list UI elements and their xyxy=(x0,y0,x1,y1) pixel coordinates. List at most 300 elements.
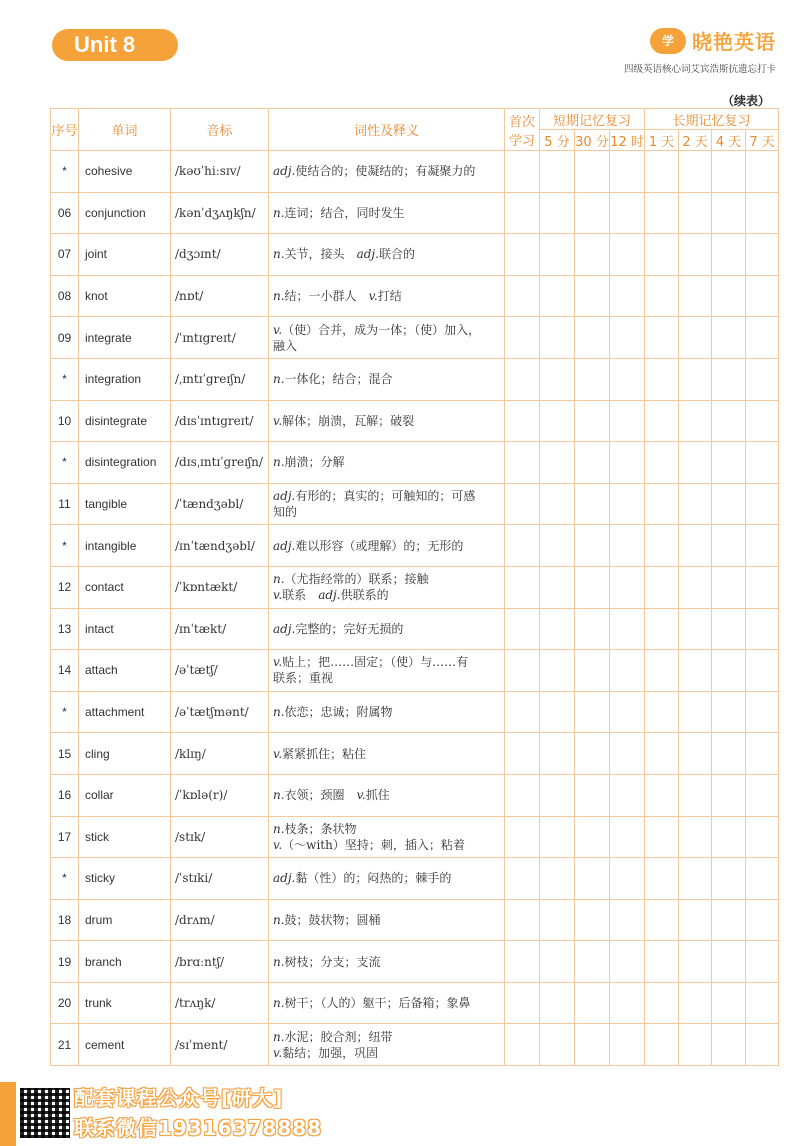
review-checkbox-cell[interactable] xyxy=(746,317,779,359)
review-checkbox-cell[interactable] xyxy=(679,566,712,608)
part-of-speech: v. xyxy=(273,746,283,761)
review-checkbox-cell[interactable] xyxy=(575,982,610,1024)
review-checkbox-cell[interactable] xyxy=(712,275,746,317)
review-checkbox-cell[interactable] xyxy=(712,317,746,359)
review-checkbox-cell[interactable] xyxy=(712,774,746,816)
review-checkbox-cell[interactable] xyxy=(575,650,610,692)
review-checkbox-cell[interactable] xyxy=(505,483,540,525)
definition-line xyxy=(273,1029,504,1045)
definition-line xyxy=(273,371,504,387)
review-checkbox-cell[interactable] xyxy=(575,442,610,484)
review-checkbox-cell[interactable] xyxy=(610,941,645,983)
review-checkbox-cell[interactable] xyxy=(645,941,679,983)
row-number: 20 xyxy=(51,982,79,1024)
part-of-speech: n. xyxy=(273,912,285,927)
review-checkbox-cell[interactable] xyxy=(540,400,575,442)
review-checkbox-cell[interactable] xyxy=(712,899,746,941)
review-checkbox-cell[interactable] xyxy=(746,733,779,775)
review-checkbox-cell[interactable] xyxy=(505,400,540,442)
review-checkbox-cell[interactable] xyxy=(712,608,746,650)
word-cell: attach xyxy=(79,650,171,692)
review-checkbox-cell[interactable] xyxy=(712,525,746,567)
review-checkbox-cell[interactable] xyxy=(505,566,540,608)
definition-line xyxy=(273,870,504,886)
table-row xyxy=(51,358,779,400)
review-checkbox-cell[interactable] xyxy=(575,941,610,983)
review-checkbox-cell[interactable] xyxy=(610,317,645,359)
review-checkbox-cell[interactable] xyxy=(712,858,746,900)
definition-line xyxy=(273,1045,504,1061)
review-checkbox-cell[interactable] xyxy=(575,192,610,234)
review-checkbox-cell[interactable] xyxy=(575,858,610,900)
review-checkbox-cell[interactable] xyxy=(610,816,645,858)
meaning-text: 联系 xyxy=(282,588,319,603)
header-4day: 4 天 xyxy=(712,130,746,151)
review-checkbox-cell[interactable] xyxy=(505,275,540,317)
review-checkbox-cell[interactable] xyxy=(746,192,779,234)
part-of-speech: v. xyxy=(273,1045,283,1060)
part-of-speech: n. xyxy=(273,572,285,587)
review-checkbox-cell[interactable] xyxy=(575,733,610,775)
review-checkbox-cell[interactable] xyxy=(540,1024,575,1066)
review-checkbox-cell[interactable] xyxy=(505,525,540,567)
review-checkbox-cell[interactable] xyxy=(679,733,712,775)
review-checkbox-cell[interactable] xyxy=(610,234,645,276)
review-checkbox-cell[interactable] xyxy=(645,234,679,276)
review-checkbox-cell[interactable] xyxy=(645,442,679,484)
row-number: 18 xyxy=(51,899,79,941)
review-checkbox-cell[interactable] xyxy=(505,442,540,484)
review-checkbox-cell[interactable] xyxy=(575,483,610,525)
review-checkbox-cell[interactable] xyxy=(746,774,779,816)
review-checkbox-cell[interactable] xyxy=(575,525,610,567)
review-checkbox-cell[interactable] xyxy=(679,234,712,276)
review-checkbox-cell[interactable] xyxy=(645,650,679,692)
row-number: 17 xyxy=(51,816,79,858)
meaning-text: 完整的；完好无损的 xyxy=(295,621,404,636)
review-checkbox-cell[interactable] xyxy=(610,275,645,317)
phonetic-cell: /trʌŋk/ xyxy=(171,982,269,1024)
review-checkbox-cell[interactable] xyxy=(575,899,610,941)
header-7day: 7 天 xyxy=(746,130,779,151)
word-cell: cling xyxy=(79,733,171,775)
review-checkbox-cell[interactable] xyxy=(575,566,610,608)
review-checkbox-cell[interactable] xyxy=(540,525,575,567)
phonetic-cell: /ˈstɪki/ xyxy=(171,858,269,900)
phonetic-cell: /ɪnˈtændʒəbl/ xyxy=(171,525,269,567)
review-checkbox-cell[interactable] xyxy=(645,1024,679,1066)
review-checkbox-cell[interactable] xyxy=(645,483,679,525)
review-checkbox-cell[interactable] xyxy=(645,608,679,650)
meaning-text: 连词；结合，同时发生 xyxy=(284,205,405,220)
meaning-text: 供联系的 xyxy=(340,588,389,603)
review-checkbox-cell[interactable] xyxy=(712,691,746,733)
review-checkbox-cell[interactable] xyxy=(645,317,679,359)
word-cell: tangible xyxy=(79,483,171,525)
review-checkbox-cell[interactable] xyxy=(575,151,610,193)
review-checkbox-cell[interactable] xyxy=(505,1024,540,1066)
review-checkbox-cell[interactable] xyxy=(540,733,575,775)
review-checkbox-cell[interactable] xyxy=(505,816,540,858)
review-checkbox-cell[interactable] xyxy=(505,899,540,941)
table-row xyxy=(51,608,779,650)
review-checkbox-cell[interactable] xyxy=(746,899,779,941)
review-checkbox-cell[interactable] xyxy=(746,691,779,733)
review-checkbox-cell[interactable] xyxy=(746,442,779,484)
phonetic-cell: /ˌɪntɪˈgreɪʃn/ xyxy=(171,358,269,400)
review-checkbox-cell[interactable] xyxy=(746,941,779,983)
review-checkbox-cell[interactable] xyxy=(610,1024,645,1066)
phonetic-cell: /nɒt/ xyxy=(171,275,269,317)
review-checkbox-cell[interactable] xyxy=(679,899,712,941)
review-checkbox-cell[interactable] xyxy=(746,858,779,900)
part-of-speech: adj. xyxy=(273,538,296,553)
review-checkbox-cell[interactable] xyxy=(679,442,712,484)
review-checkbox-cell[interactable] xyxy=(540,941,575,983)
phonetic-cell: /kənˈdʒʌŋkʃn/ xyxy=(171,192,269,234)
phonetic-cell: /ˈɪntɪgreɪt/ xyxy=(171,317,269,359)
row-number: 12 xyxy=(51,566,79,608)
review-checkbox-cell[interactable] xyxy=(679,691,712,733)
review-checkbox-cell[interactable] xyxy=(746,400,779,442)
review-checkbox-cell[interactable] xyxy=(610,400,645,442)
phonetic-cell: /ˈtændʒəbl/ xyxy=(171,483,269,525)
review-checkbox-cell[interactable] xyxy=(505,691,540,733)
review-checkbox-cell[interactable] xyxy=(679,275,712,317)
review-checkbox-cell[interactable] xyxy=(679,941,712,983)
row-number: 21 xyxy=(51,1024,79,1066)
review-checkbox-cell[interactable] xyxy=(575,816,610,858)
row-number: * xyxy=(51,151,79,193)
review-checkbox-cell[interactable] xyxy=(610,691,645,733)
review-checkbox-cell[interactable] xyxy=(610,566,645,608)
part-of-speech: v. xyxy=(273,837,283,852)
part-of-speech: v. xyxy=(273,413,283,428)
review-checkbox-cell[interactable] xyxy=(746,650,779,692)
review-checkbox-cell[interactable] xyxy=(746,275,779,317)
review-checkbox-cell[interactable] xyxy=(575,1024,610,1066)
header-30min: 30 分 xyxy=(575,130,610,151)
review-checkbox-cell[interactable] xyxy=(746,1024,779,1066)
review-checkbox-cell[interactable] xyxy=(712,566,746,608)
review-checkbox-cell[interactable] xyxy=(679,774,712,816)
definition-cell xyxy=(269,691,505,733)
table-row xyxy=(51,317,779,359)
part-of-speech: v. xyxy=(273,655,283,670)
review-checkbox-cell[interactable] xyxy=(540,275,575,317)
word-cell: integration xyxy=(79,358,171,400)
review-checkbox-cell[interactable] xyxy=(610,650,645,692)
row-number: 11 xyxy=(51,483,79,525)
definition-cell xyxy=(269,400,505,442)
meaning-text: 联系；重视 xyxy=(273,671,334,686)
review-checkbox-cell[interactable] xyxy=(540,442,575,484)
review-checkbox-cell[interactable] xyxy=(645,192,679,234)
review-checkbox-cell[interactable] xyxy=(575,317,610,359)
word-cell: joint xyxy=(79,234,171,276)
part-of-speech: adj. xyxy=(273,621,296,636)
review-checkbox-cell[interactable] xyxy=(540,151,575,193)
review-checkbox-cell[interactable] xyxy=(645,525,679,567)
review-checkbox-cell[interactable] xyxy=(540,358,575,400)
review-checkbox-cell[interactable] xyxy=(610,151,645,193)
part-of-speech: n. xyxy=(273,788,285,803)
review-checkbox-cell[interactable] xyxy=(575,608,610,650)
review-checkbox-cell[interactable] xyxy=(610,192,645,234)
review-checkbox-cell[interactable] xyxy=(540,816,575,858)
part-of-speech: n. xyxy=(273,247,285,262)
meaning-text: 依恋；忠诚；附属物 xyxy=(284,705,393,720)
review-checkbox-cell[interactable] xyxy=(540,691,575,733)
review-checkbox-cell[interactable] xyxy=(645,899,679,941)
part-of-speech: n. xyxy=(273,954,285,969)
review-checkbox-cell[interactable] xyxy=(679,608,712,650)
review-checkbox-cell[interactable] xyxy=(540,483,575,525)
phonetic-cell: /drʌm/ xyxy=(171,899,269,941)
meaning-text: 紧紧抓住；粘住 xyxy=(282,746,367,761)
review-checkbox-cell[interactable] xyxy=(712,234,746,276)
word-cell: intangible xyxy=(79,525,171,567)
review-checkbox-cell[interactable] xyxy=(540,650,575,692)
review-checkbox-cell[interactable] xyxy=(645,858,679,900)
review-checkbox-cell[interactable] xyxy=(712,733,746,775)
table-row xyxy=(51,192,779,234)
review-checkbox-cell[interactable] xyxy=(746,234,779,276)
phonetic-cell: /ˈkɒlə(r)/ xyxy=(171,774,269,816)
review-checkbox-cell[interactable] xyxy=(712,192,746,234)
table-row xyxy=(51,151,779,193)
review-checkbox-cell[interactable] xyxy=(540,317,575,359)
word-cell: trunk xyxy=(79,982,171,1024)
part-of-speech: n. xyxy=(273,821,285,836)
review-checkbox-cell[interactable] xyxy=(712,816,746,858)
part-of-speech: n. xyxy=(273,455,285,470)
review-checkbox-cell[interactable] xyxy=(505,650,540,692)
row-number: 15 xyxy=(51,733,79,775)
definition-cell xyxy=(269,1024,505,1066)
review-checkbox-cell[interactable] xyxy=(540,774,575,816)
review-checkbox-cell[interactable] xyxy=(505,982,540,1024)
part-of-speech: n. xyxy=(273,372,285,387)
watermark-line-2: 联系微信19316378888 xyxy=(74,1116,323,1140)
definition-cell xyxy=(269,899,505,941)
part-of-speech: n. xyxy=(273,205,285,220)
review-checkbox-cell[interactable] xyxy=(540,608,575,650)
phonetic-cell: /ɪnˈtækt/ xyxy=(171,608,269,650)
review-checkbox-cell[interactable] xyxy=(645,774,679,816)
review-checkbox-cell[interactable] xyxy=(645,151,679,193)
part-of-speech: n. xyxy=(273,705,285,720)
review-checkbox-cell[interactable] xyxy=(575,774,610,816)
watermark-line-1: 配套课程公众号[研大] xyxy=(74,1086,284,1110)
footer-watermark xyxy=(0,1082,800,1146)
review-checkbox-cell[interactable] xyxy=(575,275,610,317)
review-checkbox-cell[interactable] xyxy=(645,400,679,442)
review-checkbox-cell[interactable] xyxy=(712,941,746,983)
definition-cell xyxy=(269,982,505,1024)
review-checkbox-cell[interactable] xyxy=(575,691,610,733)
table-row xyxy=(51,691,779,733)
review-checkbox-cell[interactable] xyxy=(679,982,712,1024)
review-checkbox-cell[interactable] xyxy=(679,358,712,400)
review-checkbox-cell[interactable] xyxy=(610,525,645,567)
review-checkbox-cell[interactable] xyxy=(610,733,645,775)
review-checkbox-cell[interactable] xyxy=(679,1024,712,1066)
part-of-speech: n. xyxy=(273,289,285,304)
definition-line xyxy=(273,954,504,970)
meaning-text: 树干；（人的）躯干；后备箱；象鼻 xyxy=(284,996,471,1011)
review-checkbox-cell[interactable] xyxy=(610,858,645,900)
review-checkbox-cell[interactable] xyxy=(679,317,712,359)
header-1day: 1 天 xyxy=(645,130,679,151)
part-of-speech: adj. xyxy=(318,588,341,603)
definition-line xyxy=(273,504,504,520)
review-checkbox-cell[interactable] xyxy=(540,234,575,276)
review-checkbox-cell[interactable] xyxy=(505,358,540,400)
review-checkbox-cell[interactable] xyxy=(712,442,746,484)
review-checkbox-cell[interactable] xyxy=(746,525,779,567)
phonetic-cell: /əˈtætʃ/ xyxy=(171,650,269,692)
phonetic-cell: /dɪsˌɪntɪˈgreɪʃn/ xyxy=(171,442,269,484)
review-checkbox-cell[interactable] xyxy=(746,151,779,193)
review-checkbox-cell[interactable] xyxy=(540,858,575,900)
review-checkbox-cell[interactable] xyxy=(712,151,746,193)
review-checkbox-cell[interactable] xyxy=(505,608,540,650)
review-checkbox-cell[interactable] xyxy=(575,400,610,442)
header-2day: 2 天 xyxy=(679,130,712,151)
review-checkbox-cell[interactable] xyxy=(679,151,712,193)
review-checkbox-cell[interactable] xyxy=(505,774,540,816)
review-checkbox-cell[interactable] xyxy=(540,192,575,234)
review-checkbox-cell[interactable] xyxy=(575,234,610,276)
review-checkbox-cell[interactable] xyxy=(610,899,645,941)
review-checkbox-cell[interactable] xyxy=(679,650,712,692)
review-checkbox-cell[interactable] xyxy=(645,691,679,733)
review-checkbox-cell[interactable] xyxy=(610,774,645,816)
meaning-text: 使结合的；使凝结的；有凝聚力的 xyxy=(295,164,476,179)
definition-line xyxy=(273,787,504,803)
header-definition: 词性及释义 xyxy=(269,109,505,151)
review-checkbox-cell[interactable] xyxy=(610,442,645,484)
row-number: * xyxy=(51,442,79,484)
definition-cell xyxy=(269,941,505,983)
meaning-text: 衣领；颈圈 xyxy=(284,788,357,803)
definition-cell xyxy=(269,358,505,400)
definition-cell xyxy=(269,858,505,900)
review-checkbox-cell[interactable] xyxy=(645,566,679,608)
review-checkbox-cell[interactable] xyxy=(746,608,779,650)
definition-line xyxy=(273,322,504,338)
meaning-text: 结；一小群人 xyxy=(284,289,369,304)
review-checkbox-cell[interactable] xyxy=(712,358,746,400)
phonetic-cell: /klɪŋ/ xyxy=(171,733,269,775)
review-checkbox-cell[interactable] xyxy=(575,358,610,400)
table-row xyxy=(51,525,779,567)
review-checkbox-cell[interactable] xyxy=(679,525,712,567)
row-number: 09 xyxy=(51,317,79,359)
table-row xyxy=(51,899,779,941)
review-checkbox-cell[interactable] xyxy=(540,566,575,608)
word-cell: disintegrate xyxy=(79,400,171,442)
definition-cell xyxy=(269,525,505,567)
word-cell: contact xyxy=(79,566,171,608)
table-row xyxy=(51,650,779,692)
word-cell: drum xyxy=(79,899,171,941)
review-checkbox-cell[interactable] xyxy=(746,982,779,1024)
definition-line xyxy=(273,163,504,179)
review-checkbox-cell[interactable] xyxy=(679,192,712,234)
word-cell: disintegration xyxy=(79,442,171,484)
review-checkbox-cell[interactable] xyxy=(645,358,679,400)
review-checkbox-cell[interactable] xyxy=(610,483,645,525)
review-checkbox-cell[interactable] xyxy=(505,151,540,193)
row-number: 06 xyxy=(51,192,79,234)
word-cell: conjunction xyxy=(79,192,171,234)
review-checkbox-cell[interactable] xyxy=(610,358,645,400)
review-checkbox-cell[interactable] xyxy=(679,483,712,525)
header-phonetic: 音标 xyxy=(171,109,269,151)
row-number: 10 xyxy=(51,400,79,442)
review-checkbox-cell[interactable] xyxy=(712,650,746,692)
review-checkbox-cell[interactable] xyxy=(679,858,712,900)
meaning-text: 一体化；结合；混合 xyxy=(284,372,393,387)
review-checkbox-cell[interactable] xyxy=(505,192,540,234)
review-checkbox-cell[interactable] xyxy=(505,733,540,775)
review-checkbox-cell[interactable] xyxy=(712,483,746,525)
review-checkbox-cell[interactable] xyxy=(645,733,679,775)
review-checkbox-cell[interactable] xyxy=(746,483,779,525)
definition-cell xyxy=(269,317,505,359)
review-checkbox-cell[interactable] xyxy=(540,899,575,941)
phonetic-cell: /ˈkɒntækt/ xyxy=(171,566,269,608)
row-number: 19 xyxy=(51,941,79,983)
review-checkbox-cell[interactable] xyxy=(746,566,779,608)
word-cell: intact xyxy=(79,608,171,650)
meaning-text: 黏结；加强，巩固 xyxy=(282,1045,379,1060)
definition-line xyxy=(273,912,504,928)
review-checkbox-cell[interactable] xyxy=(505,234,540,276)
word-cell: sticky xyxy=(79,858,171,900)
review-checkbox-cell[interactable] xyxy=(712,400,746,442)
table-body xyxy=(51,151,779,1066)
review-checkbox-cell[interactable] xyxy=(505,941,540,983)
phonetic-cell: /dʒɔɪnt/ xyxy=(171,234,269,276)
definition-cell xyxy=(269,566,505,608)
definition-cell xyxy=(269,816,505,858)
review-checkbox-cell[interactable] xyxy=(712,982,746,1024)
review-checkbox-cell[interactable] xyxy=(746,358,779,400)
word-cell: cohesive xyxy=(79,151,171,193)
word-cell: knot xyxy=(79,275,171,317)
review-checkbox-cell[interactable] xyxy=(645,275,679,317)
review-checkbox-cell[interactable] xyxy=(679,816,712,858)
review-checkbox-cell[interactable] xyxy=(645,816,679,858)
meaning-text: 打结 xyxy=(377,289,402,304)
review-checkbox-cell[interactable] xyxy=(610,608,645,650)
review-checkbox-cell[interactable] xyxy=(505,858,540,900)
part-of-speech: adj. xyxy=(273,871,296,886)
review-checkbox-cell[interactable] xyxy=(645,982,679,1024)
review-checkbox-cell[interactable] xyxy=(712,1024,746,1066)
part-of-speech: n. xyxy=(273,1029,285,1044)
brand xyxy=(624,26,776,75)
review-checkbox-cell[interactable] xyxy=(505,317,540,359)
review-checkbox-cell[interactable] xyxy=(610,982,645,1024)
review-checkbox-cell[interactable] xyxy=(540,982,575,1024)
meaning-text: （使）合并，成为一体；（使）加入， xyxy=(282,322,481,337)
review-checkbox-cell[interactable] xyxy=(679,400,712,442)
review-checkbox-cell[interactable] xyxy=(746,816,779,858)
